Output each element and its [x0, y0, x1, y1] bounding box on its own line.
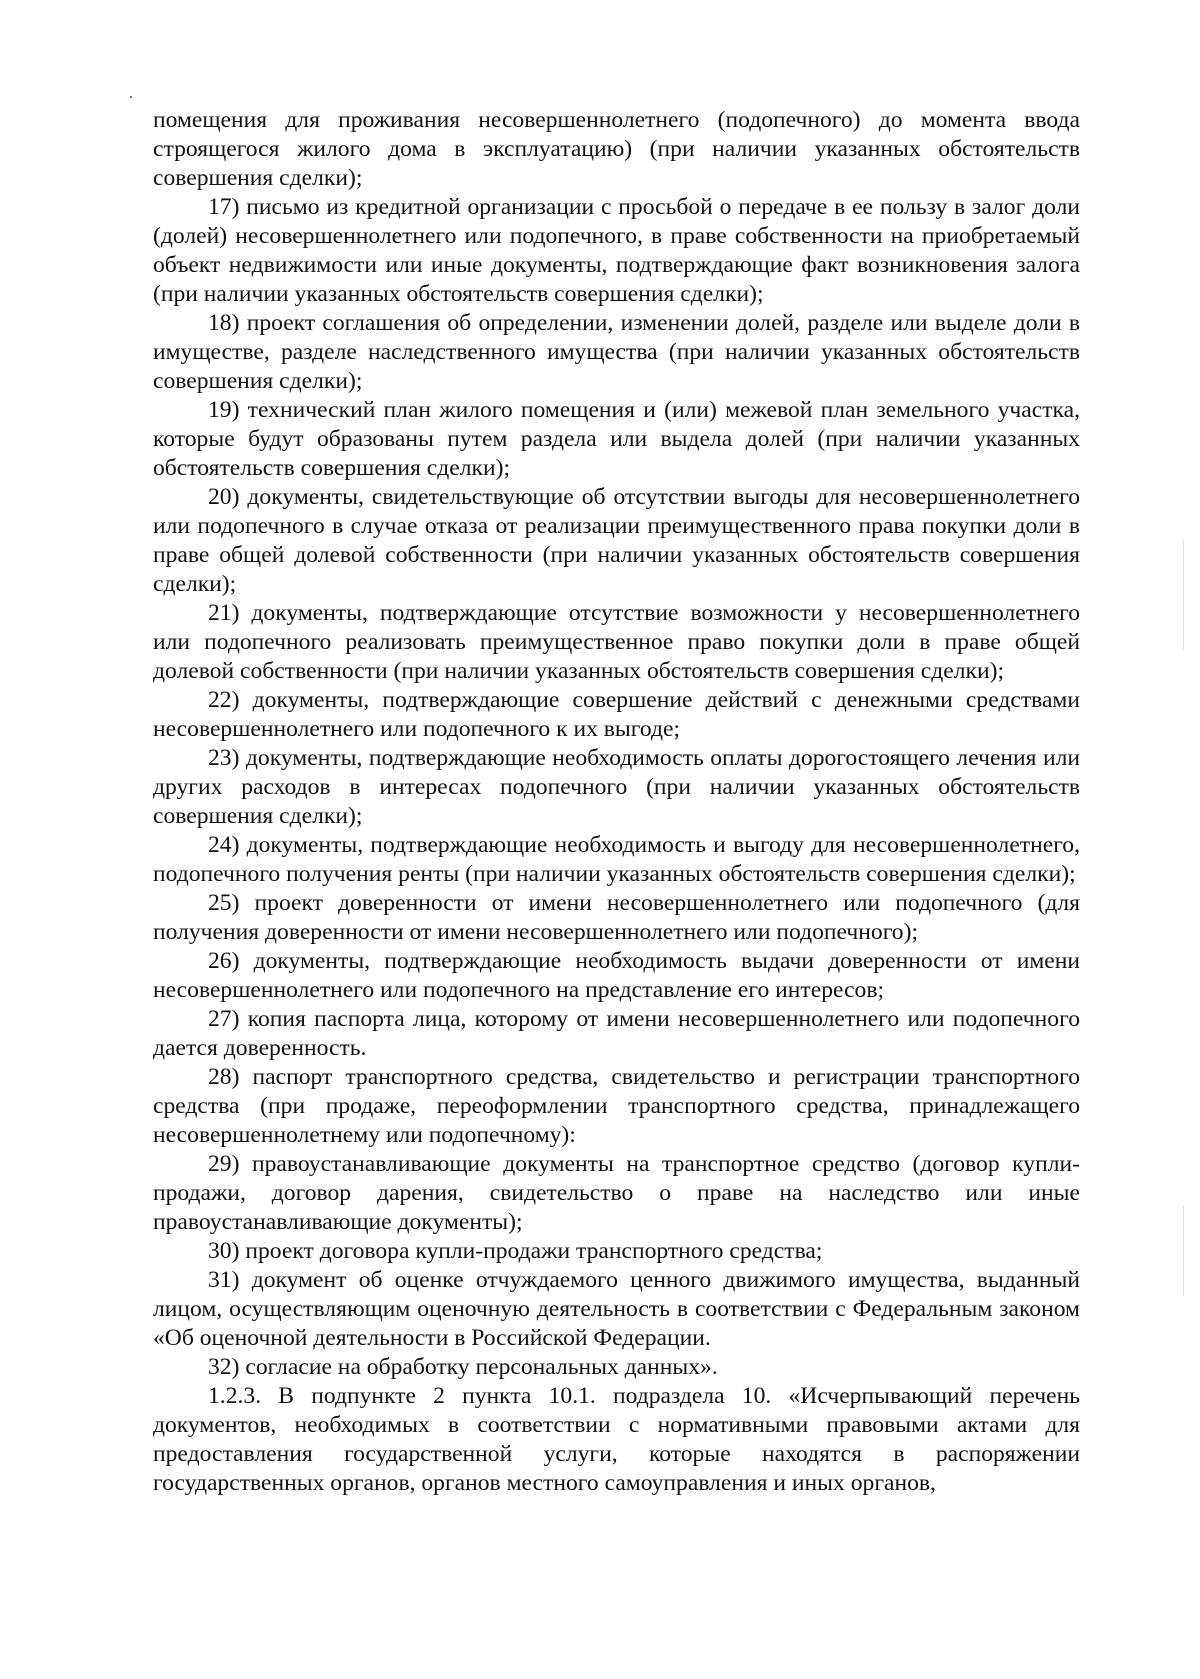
scan-speck: [130, 96, 132, 98]
list-item-25: 25) проект доверенности от имени несовершеннолетнего или подопечного (для получения доверенности от имени несовершеннолетнего или подопечного);: [153, 890, 1080, 945]
list-item-18: 18) проект соглашения об определении, изменении долей, разделе или выделе доли в имуществе, разделе наследственного имущества (при наличии указанных обстоятельств совершения сделки);: [153, 310, 1080, 394]
list-item-28: 28) паспорт транспортного средства, свидетельство и регистрации транспортного средства (при продаже, переоформлении транспортного средства, принадлежащего несовершеннолетнему или подопечному):: [153, 1064, 1080, 1148]
list-item-30: 30) проект договора купли-продажи транспортного средства;: [208, 1238, 823, 1264]
list-item-24: 24) документы, подтверждающие необходимость и выгоду для несовершеннолетнего, подопечного получения ренты (при наличии указанных обстоятельств совершения сделки);: [153, 832, 1080, 887]
list-item-20: 20) документы, свидетельствующие об отсутствии выгоды для несовершеннолетнего или подопечного в случае отказа от реализации преимущественного права покупки доли в праве общей долевой собственности (при наличии указанных обстоятельств совершения сделки);: [153, 484, 1080, 597]
list-item-31: 31) документ об оценке отчуждаемого ценного движимого имущества, выданный лицом, осуществляющим оценочную деятельность в соответствии с Федеральным законом «Об оценочной деятельности в Российской Федерации.: [153, 1267, 1080, 1351]
list-item-23: 23) документы, подтверждающие необходимость оплаты дорогостоящего лечения или других расходов в интересах подопечного (при наличии указанных обстоятельств совершения сделки);: [153, 745, 1080, 829]
list-item-21: 21) документы, подтверждающие отсутствие возможности у несовершеннолетнего или подопечного реализовать преимущественное право покупки доли в праве общей долевой собственности (при наличии указанных обстоятельств совершения сделки);: [153, 600, 1080, 684]
list-item-22: 22) документы, подтверждающие совершение действий с денежными средствами несовершеннолетнего или подопечного к их выгоде;: [153, 687, 1080, 742]
paragraph-continuation: помещения для проживания несовершеннолетнего (подопечного) до момента ввода строящегося жилого дома в эксплуатацию) (при наличии указанных обстоятельств совершения сделки);: [153, 107, 1080, 191]
list-item-32: 32) согласие на обработку персональных данных».: [208, 1354, 718, 1380]
list-item-17: 17) письмо из кредитной организации с просьбой о передаче в ее пользу в залог доли (долей) несовершеннолетнего или подопечного, в праве собственности на приобретаемый объект недвижимости или иные документы, подтверждающие факт возникновения залога (при наличии указанных обстоятельств совершения сделки);: [153, 194, 1080, 307]
document-body: [153, 106, 1080, 1498]
list-item-19: 19) технический план жилого помещения и (или) межевой план земельного участка, которые будут образованы путем раздела или выдела долей (при наличии указанных обстоятельств совершения сделки);: [153, 397, 1080, 481]
section-1-2-3: 1.2.3. В подпункте 2 пункта 10.1. подраздела 10. «Исчерпывающий перечень документов, необходимых в соответствии с нормативными правовыми актами для предоставления государственной услуги, которые находятся в распоряжении государственных органов, органов местного самоуправления и иных органов,: [153, 1383, 1080, 1496]
list-item-26: 26) документы, подтверждающие необходимость выдачи доверенности от имени несовершеннолетнего или подопечного на представление его интересов;: [153, 948, 1080, 1003]
scan-edge-mark: [1183, 540, 1184, 650]
list-item-29: 29) правоустанавливающие документы на транспортное средство (договор купли-продажи, договор дарения, свидетельство о праве на наследство или иные правоустанавливающие документы);: [153, 1151, 1080, 1235]
list-item-27: 27) копия паспорта лица, которому от имени несовершеннолетнего или подопечного дается доверенность.: [153, 1006, 1080, 1061]
scan-edge-mark: [1183, 1205, 1184, 1295]
